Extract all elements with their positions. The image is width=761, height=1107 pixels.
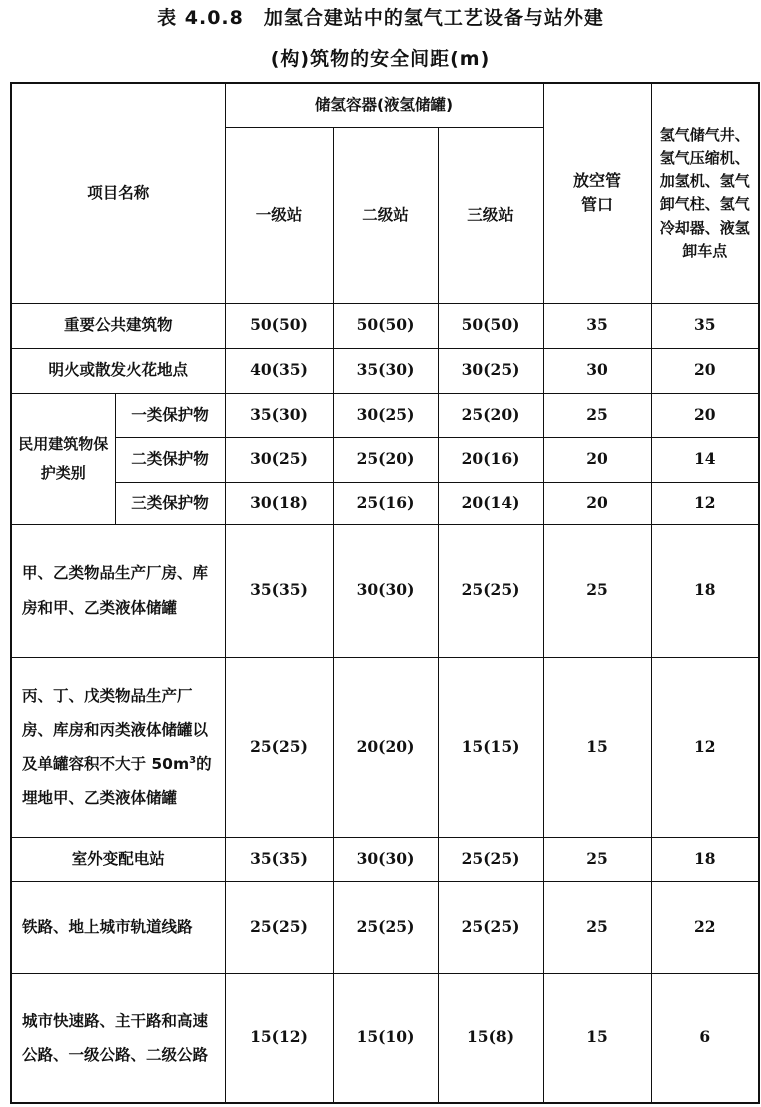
cell-level3: 15(8) — [438, 973, 543, 1103]
header-item-name: 项目名称 — [11, 83, 225, 303]
cell-level2: 30(30) — [333, 837, 438, 881]
cell-level3: 20(16) — [438, 437, 543, 482]
header-storage-group: 储氢容器(液氢储罐) — [225, 83, 543, 127]
cell-vent: 25 — [543, 837, 651, 881]
cell-level2: 25(20) — [333, 437, 438, 482]
table-row — [11, 437, 759, 482]
table-row — [11, 881, 759, 973]
cell-vent: 25 — [543, 881, 651, 973]
cell-level1: 30(18) — [225, 482, 333, 524]
cell-level2: 35(30) — [333, 348, 438, 393]
cell-equipment: 22 — [651, 881, 759, 973]
cell-level1: 30(25) — [225, 437, 333, 482]
cell-level1: 15(12) — [225, 973, 333, 1103]
row-name: 一类保护物 — [115, 393, 225, 437]
cell-level2: 30(30) — [333, 524, 438, 657]
header-level2: 二级站 — [333, 127, 438, 303]
cell-vent: 20 — [543, 482, 651, 524]
cell-vent: 15 — [543, 657, 651, 837]
cell-level1: 35(35) — [225, 524, 333, 657]
table-row — [11, 482, 759, 524]
cell-equipment: 12 — [651, 657, 759, 837]
row-name: 铁路、地上城市轨道线路 — [11, 881, 225, 973]
table-title-line-1: 表 4.0.8 加氢合建站中的氢气工艺设备与站外建 — [157, 7, 604, 29]
cell-equipment: 18 — [651, 524, 759, 657]
cell-level3: 25(25) — [438, 524, 543, 657]
row-name: 二类保护物 — [115, 437, 225, 482]
table-title-line-2: (构)筑物的安全间距(m) — [270, 48, 491, 70]
cell-level3: 30(25) — [438, 348, 543, 393]
cell-level2: 20(20) — [333, 657, 438, 837]
header-equipment: 氢气储气井、氢气压缩机、加氢机、氢气卸气柱、氢气冷却器、液氢卸车点 — [651, 83, 759, 303]
header-level1: 一级站 — [225, 127, 333, 303]
cell-level3: 25(25) — [438, 881, 543, 973]
cell-equipment: 20 — [651, 393, 759, 437]
cell-level3: 25(20) — [438, 393, 543, 437]
cell-level2: 30(25) — [333, 393, 438, 437]
row-name: 室外变配电站 — [11, 837, 225, 881]
cell-vent: 15 — [543, 973, 651, 1103]
cell-level1: 35(30) — [225, 393, 333, 437]
table-row — [11, 303, 759, 348]
cell-level1: 35(35) — [225, 837, 333, 881]
row-name — [11, 657, 225, 837]
table-row — [11, 393, 759, 437]
cell-level1: 25(25) — [225, 881, 333, 973]
row-name-superscript: 3 — [189, 754, 197, 766]
cell-equipment: 20 — [651, 348, 759, 393]
header-vent: 放空管管口 — [543, 83, 651, 303]
cell-equipment: 18 — [651, 837, 759, 881]
cell-equipment: 6 — [651, 973, 759, 1103]
cell-level2: 25(16) — [333, 482, 438, 524]
row-name-part-b: 的埋地甲、乙类液体储罐 — [22, 755, 212, 808]
row-name: 城市快速路、主干路和高速公路、一级公路、二级公路 — [11, 973, 225, 1103]
cell-vent: 35 — [543, 303, 651, 348]
cell-level2: 50(50) — [333, 303, 438, 348]
cell-level3: 25(25) — [438, 837, 543, 881]
table-row — [11, 524, 759, 657]
cell-level1: 25(25) — [225, 657, 333, 837]
cell-equipment: 12 — [651, 482, 759, 524]
table-row — [11, 837, 759, 881]
cell-vent: 25 — [543, 524, 651, 657]
row-name: 三类保护物 — [115, 482, 225, 524]
cell-vent: 30 — [543, 348, 651, 393]
table-row — [11, 657, 759, 837]
cell-equipment: 35 — [651, 303, 759, 348]
header-row — [11, 83, 759, 127]
row-name: 重要公共建筑物 — [11, 303, 225, 348]
cell-level3: 50(50) — [438, 303, 543, 348]
cell-level3: 20(14) — [438, 482, 543, 524]
cell-level1: 40(35) — [225, 348, 333, 393]
row-name: 明火或散发火花地点 — [11, 348, 225, 393]
cell-equipment: 14 — [651, 437, 759, 482]
safety-distance-table — [10, 82, 760, 1104]
table-row — [11, 973, 759, 1103]
cell-level2: 25(25) — [333, 881, 438, 973]
row-name-part-a: 丙、丁、戊类物品生产厂房、库房和丙类液体储罐以及单罐容积不大于 50m — [22, 686, 209, 773]
cell-vent: 20 — [543, 437, 651, 482]
row-name: 甲、乙类物品生产厂房、库房和甲、乙类液体储罐 — [11, 524, 225, 657]
cell-vent: 25 — [543, 393, 651, 437]
cell-level3: 15(15) — [438, 657, 543, 837]
civil-group-label: 民用建筑物保护类别 — [11, 393, 115, 524]
table-row — [11, 348, 759, 393]
cell-level1: 50(50) — [225, 303, 333, 348]
cell-level2: 15(10) — [333, 973, 438, 1103]
header-level3: 三级站 — [438, 127, 543, 303]
